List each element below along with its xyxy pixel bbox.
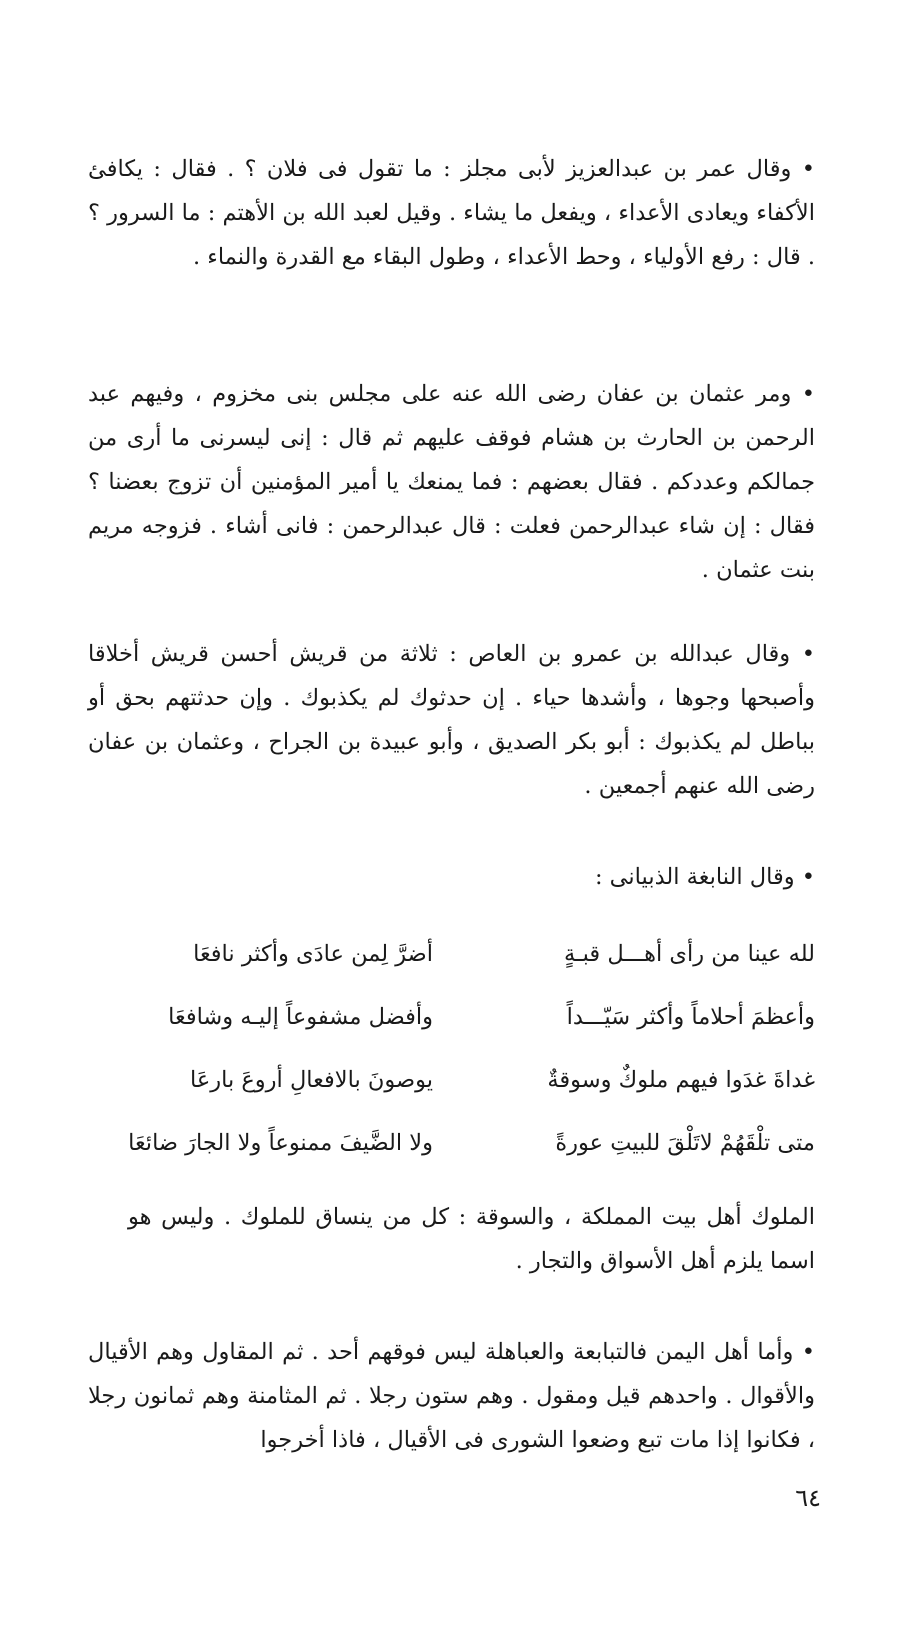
verse-second-hemistich: ولا الضَّيفَ ممنوعاً ولا الجارَ ضائعَا bbox=[128, 1130, 433, 1156]
verse-line bbox=[88, 1058, 815, 1102]
paragraph-3: • وقال عبدالله بن عمرو بن العاص : ثلاثة من قريش أحسن قريش أخلاقا وأصبحها وجوها ، وأشدها حياء . إن حدثوك لم يكذبوك . وإن حدثتهم بحق أو بباطل لم يكذبوك : أبو بكر الصديق ، وأبو عبيدة بن الجراح ، وعثمان بن عفان رضى الله عنهم أجمعين . bbox=[88, 641, 815, 799]
verse-second-hemistich: أضرَّ لِمن عادَى وأكثر نافعَا bbox=[193, 941, 433, 967]
verse-gloss: الملوك أهل بيت المملكة ، والسوقة : كل من ينساق للملوك . وليس هو اسما يلزم أهل الأسواق والتجار . bbox=[128, 1204, 815, 1274]
paragraph-4: • وأما أهل اليمن فالتبابعة والعباهلة ليس فوقهم أحد . ثم المقاول وهم الأقيال والأقوال . واحدهم قيل ومقول . وهم ستون رجلا . ثم المثامنة وهم ثمانون رجلا ، فكانوا إذا مات تبع وضعوا الشورى فى الأقيال ، فاذا أخرجوا bbox=[88, 1339, 815, 1453]
verse-first-hemistich: متى تلْقَهُمْ لاتَلْقَ للبيتِ عورةً bbox=[555, 1130, 815, 1156]
paragraph-1: • وقال عمر بن عبدالعزيز لأبى مجلز : ما تقول فى فلان ؟ . فقال : يكافئ الأكفاء ويعادى الأعداء ، ويفعل ما يشاء . وقيل لعبد الله بن الأهتم : ما السرور ؟ . قال : رفع الأولياء ، وحط الأعداء ، وطول البقاء مع القدرة والنماء . bbox=[88, 156, 815, 270]
verse-first-hemistich: وأعظمَ أحلاماً وأكثر سَيّـــداً bbox=[566, 1004, 815, 1030]
verse-line bbox=[88, 932, 815, 976]
verse-first-hemistich: لله عينا من رأى أهـــل قبـةٍ bbox=[563, 941, 815, 967]
poet-intro: • وقال النابغة الذبيانى : bbox=[594, 864, 815, 890]
verse-line bbox=[88, 995, 815, 1039]
page-number: ٦٤ bbox=[795, 1484, 821, 1512]
verse-line bbox=[88, 1121, 815, 1165]
verse-second-hemistich: وأفضل مشفوعاً إليـه وشافعَا bbox=[168, 1004, 433, 1030]
paragraph-2: • ومر عثمان بن عفان رضى الله عنه على مجلس بنى مخزوم ، وفيهم عبد الرحمن بن الحارث بن هشام فوقف عليهم ثم قال : إنى ليسرنى ما أرى من جمالكم وعددكم . فقال بعضهم : فما يمنعك يا أمير المؤمنين أن تزوج بعضنا ؟ فقال : إن شاء عبدالرحمن فعلت : قال عبدالرحمن : فانى أشاء . فزوجه مريم بنت عثمان . bbox=[88, 381, 815, 583]
verse-second-hemistich: يوصونَ بالافعالِ أروعَ بارعَا bbox=[189, 1067, 433, 1093]
verse-first-hemistich: غداةَ غدَوا فيهم ملوكٌ وسوقةٌ bbox=[547, 1067, 815, 1093]
